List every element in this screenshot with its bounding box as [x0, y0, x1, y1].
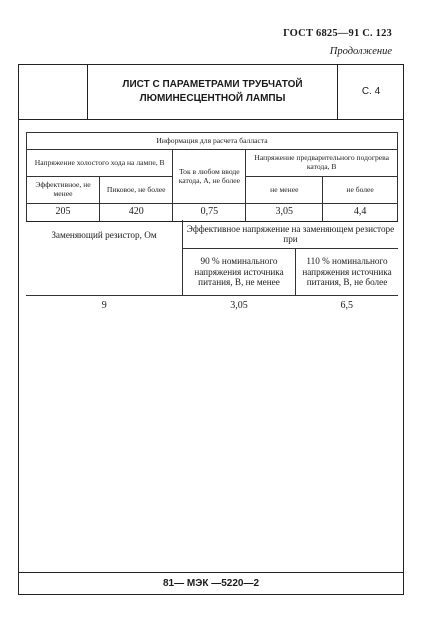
- document-code: ГОСТ 6825—91 С. 123: [283, 28, 392, 39]
- footer-code: 81— МЭК —5220—2: [162, 578, 260, 589]
- replacing-resistor-header: Заменяющий резистор, Ом: [26, 220, 183, 296]
- table-row: [27, 150, 398, 177]
- value-110-percent: 6,5: [296, 296, 399, 317]
- effective-voltage-header: Эффективное, не менее: [27, 177, 100, 204]
- table-row: [27, 204, 398, 222]
- value-cathode-current: 0,75: [173, 204, 246, 222]
- sheet-header-box: [18, 64, 404, 120]
- ballast-info-table: [26, 132, 398, 222]
- sheet-title-line2: ЛЮМИНЕСЦЕНТНОЙ ЛАМПЫ: [139, 92, 286, 104]
- table-row: [26, 296, 398, 317]
- sheet-title-line1: ЛИСТ С ПАРАМЕТРАМИ ТРУБЧАТОЙ: [122, 78, 303, 90]
- peak-voltage-header: Пиковое, не более: [100, 177, 173, 204]
- effective-voltage-resistor-header: Эффективное напряжение на заменяющем резисторе при: [183, 220, 399, 249]
- value-effective-voltage: 205: [27, 204, 100, 222]
- sheet-title: [88, 64, 338, 119]
- sheet-page-number: С. 4: [361, 86, 381, 97]
- col-110-percent-header: 110 % номинального напряжения источника питания, В, не более: [296, 249, 399, 296]
- open-circuit-voltage-header: Напряжение холостого хода на лампе, В: [27, 150, 173, 177]
- value-peak-voltage: 420: [100, 204, 173, 222]
- continuation-label: Продолжение: [329, 46, 392, 57]
- preheat-min-header: не менее: [246, 177, 323, 204]
- table-row: [26, 220, 398, 249]
- cathode-current-header: Ток в любом вводе катода, А, не более: [173, 150, 246, 204]
- ballast-caption: Информация для расчета балласта: [27, 133, 398, 150]
- footer-divider: [18, 572, 404, 573]
- replacing-resistor-table: [26, 220, 398, 316]
- sheet-header-blank-cell: [18, 64, 88, 119]
- value-preheat-max: 4,4: [323, 204, 398, 222]
- preheat-voltage-header: Напряжение предварительного подогрева катода, В: [246, 150, 398, 177]
- value-resistor: 9: [26, 296, 183, 317]
- table-row: [27, 133, 398, 150]
- value-90-percent: 3,05: [183, 296, 296, 317]
- col-90-percent-header: 90 % номинального напряжения источника питания, В, не менее: [183, 249, 296, 296]
- value-preheat-min: 3,05: [246, 204, 323, 222]
- preheat-max-header: не более: [323, 177, 398, 204]
